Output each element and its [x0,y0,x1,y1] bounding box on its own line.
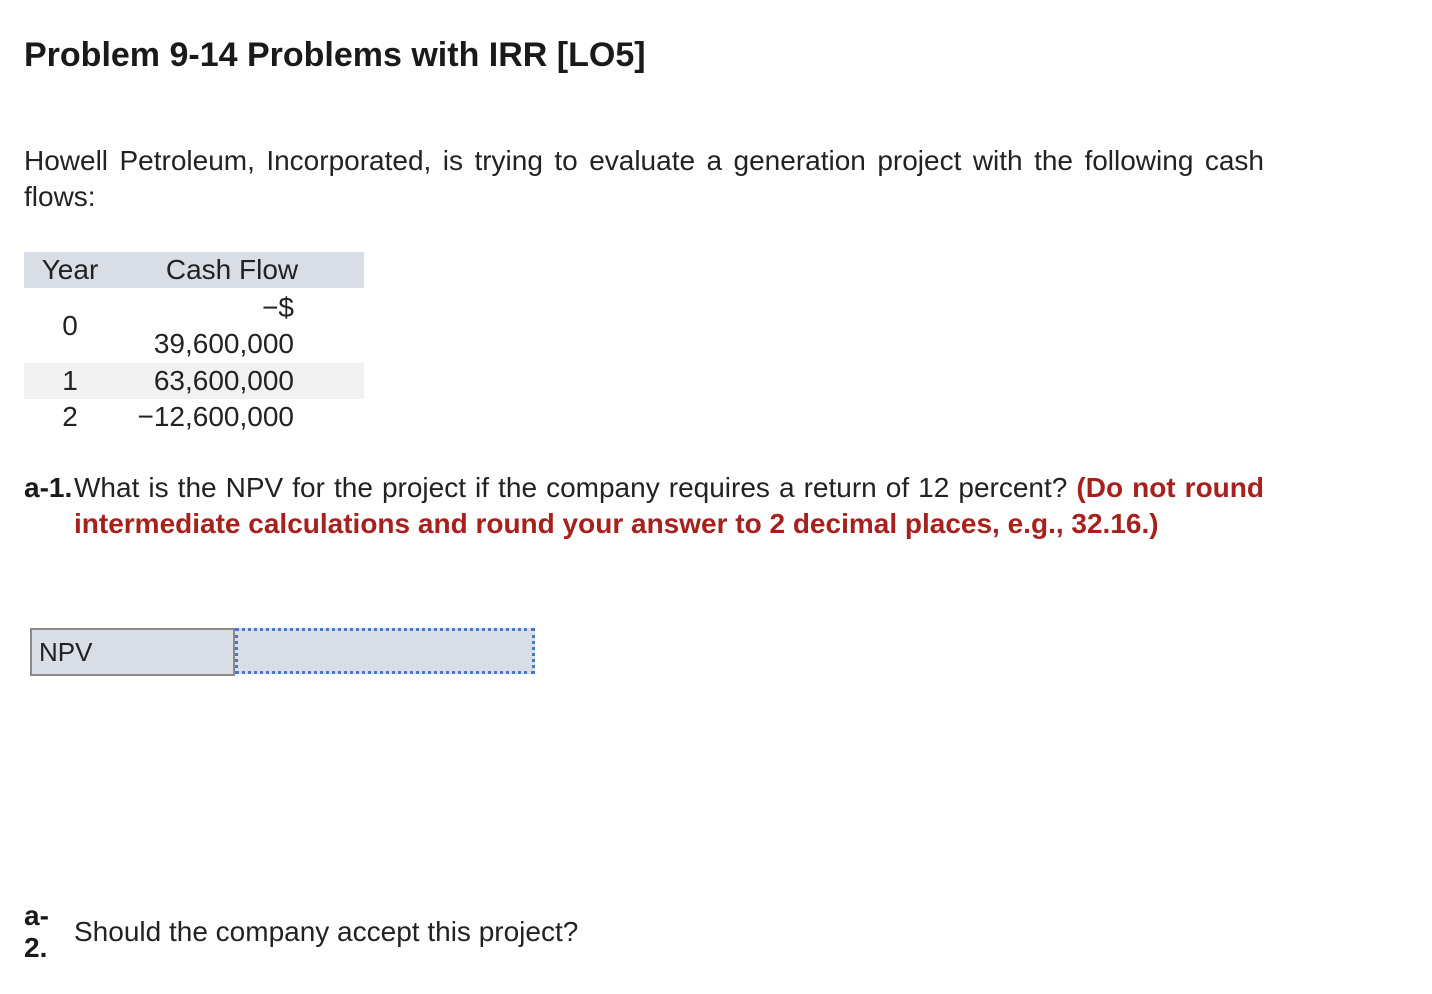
npv-label: NPV [30,628,235,676]
problem-title: Problem 9-14 Problems with IRR [LO5] [24,36,646,74]
cash-flow-sign: −$ [262,292,294,323]
cash-flow-cell [116,288,364,363]
question-a1-body [74,470,1264,542]
cash-flow-header: Cash Flow [116,252,364,288]
question-a1 [24,470,1264,542]
year-cell: 2 [62,401,78,432]
question-a2 [24,900,924,970]
cash-flow-table [24,252,364,435]
cash-flow-cell: −12,600,000 [137,401,294,432]
cash-flow-amount: 39,600,000 [153,328,294,359]
year-header: Year [24,252,116,288]
year-cell: 0 [62,309,78,341]
problem-intro: Howell Petroleum, Incorporated, is trying to evaluate a generation project with the following cash flows: [24,145,1264,212]
question-a2-number-line2: 2. [24,932,48,963]
year-cell: 1 [24,363,116,399]
question-a2-text: Should the company accept this project? [74,916,579,947]
question-a2-number [24,900,49,964]
cash-flow-cell: 63,600,000 [116,363,364,399]
table-row [24,399,364,435]
npv-input[interactable] [235,628,535,674]
question-a1-text: What is the NPV for the project if the company requires a return of 12 percent? [74,472,1068,503]
table-row [24,363,364,399]
question-a1-hint: (Do not round intermediate calculations and round your answer to 2 decimal places, e.g., 32.16.) [74,472,1264,539]
table-row [24,288,364,363]
npv-answer-row [30,628,535,676]
table-header-row [24,252,364,288]
question-a2-number-line1: a- [24,900,49,931]
question-a1-number: a-1. [24,472,73,503]
